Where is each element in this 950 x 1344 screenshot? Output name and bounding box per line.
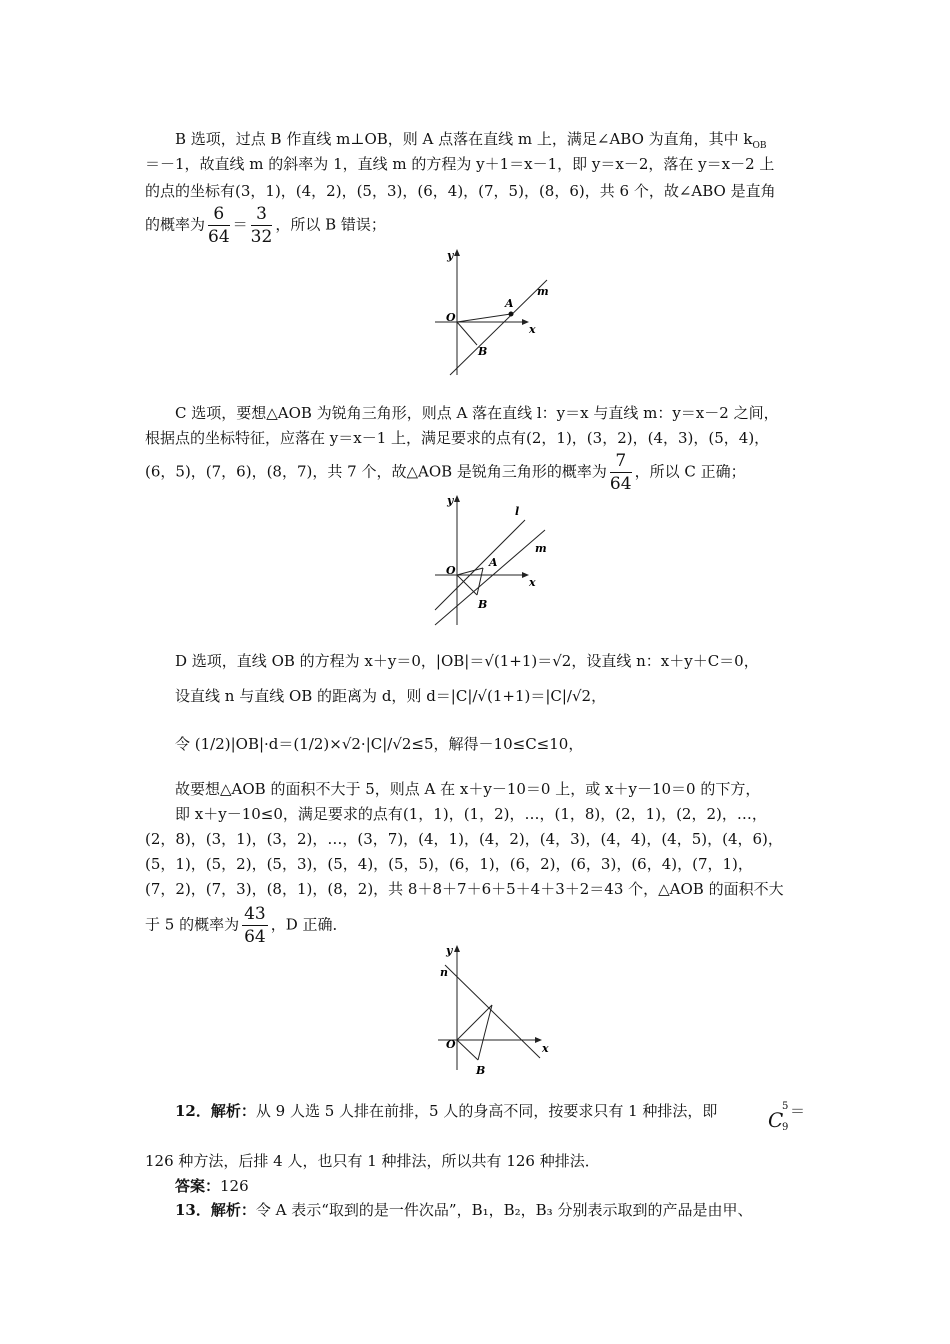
q13-text: 令 A 表示“取到的是一件次品”，B₁，B₂，B₃ 分别表示取到的产品是由甲、	[255, 1201, 753, 1219]
partB-line1-text: B 选项，过点 B 作直线 m⊥OB，则 A 点落在直线 m 上，满足∠ABO 为直角，其中 k	[175, 130, 753, 148]
y-arrow	[454, 945, 460, 952]
answer-value: 126	[220, 1177, 249, 1195]
partD-line2: 设直线 n 与直线 OB 的距离为 d，则 d＝|C|/√(1+1)＝|C|/√2，	[175, 687, 607, 705]
figure-3-graph	[430, 940, 560, 1080]
label-m: m	[537, 285, 549, 298]
partB-line1	[175, 128, 767, 151]
partB-line3: 的点的坐标有(3，1)，(4，2)，(5，3)，(6，4)，(7，5)，(8，6)，共 6 个，故∠ABO 是直角	[145, 182, 776, 200]
partB-prob-label: 的概率为	[145, 215, 206, 234]
line-n	[445, 965, 540, 1058]
partD-line1: D 选项，直线 OB 的方程为 x＋y＝0，|OB|＝√(1+1)＝√2，设直线 n：x＋y＋C＝0，	[175, 652, 759, 670]
label-A: A	[489, 556, 498, 569]
frac-num: 3	[251, 203, 273, 226]
fraction-7-64	[610, 450, 632, 495]
q12-answer	[175, 1175, 249, 1196]
fraction-43-64	[242, 903, 268, 948]
label-y: y	[447, 494, 454, 507]
partC-line3	[145, 450, 746, 495]
comb-sup: 5	[782, 1101, 789, 1112]
partD-line9	[145, 903, 348, 948]
partB-line2: ＝－1，故直线 m 的斜率为 1，直线 m 的方程为 y＋1＝x－1，即 y＝x－2，落在 y＝x－2 上	[145, 155, 775, 173]
label-A: A	[505, 297, 514, 310]
segment-AB	[477, 568, 483, 595]
segment-OA	[457, 1005, 492, 1040]
point-A	[509, 312, 514, 317]
x-arrow	[522, 319, 529, 325]
y-arrow	[454, 495, 460, 502]
x-arrow	[535, 1037, 542, 1043]
partB-conclusion: ，所以 B 错误；	[275, 215, 386, 234]
fraction-3-32	[251, 203, 273, 248]
frac-num: 6	[208, 203, 230, 226]
partD-line6: (2，8)，(3，1)，(3，2)，…，(3，7)，(4，1)，(4，2)，(4，3)，(4，4)，(4，5)，(4，6)，	[145, 830, 783, 848]
label-O: O	[446, 1038, 456, 1051]
partD-prob-label: 于 5 的概率为	[145, 915, 240, 934]
segment-OB	[457, 322, 477, 345]
comb-sub: 9	[782, 1122, 789, 1133]
partC-line2: 根据点的坐标特征，应落在 y＝x－1 上，满足要求的点有(2，1)，(3，2)，(4，3)，(5，4)，	[145, 429, 770, 447]
label-B: B	[478, 345, 488, 358]
label-x: x	[529, 576, 536, 589]
label-x: x	[529, 323, 536, 336]
partC-line1: C 选项，要想△AOB 为锐角三角形，则点 A 落在直线 l：y＝x 与直线 m：y＝x－2 之间，	[175, 404, 779, 422]
figure-1-graph	[425, 245, 565, 380]
segment-OA	[457, 314, 511, 322]
frac-num: 43	[244, 904, 266, 924]
equals: ＝	[232, 215, 248, 234]
frac-den: 64	[609, 474, 632, 494]
frac-num: 7	[610, 450, 632, 473]
partD-line4: 故要想△AOB 的面积不大于 5，则点 A 在 x＋y－10＝0 上，或 x＋y－10＝0 的下方，	[175, 780, 761, 798]
partD-line8: (7，2)，(7，3)，(8，1)，(8，2)，共 8＋8＋7＋6＋5＋4＋3＋2＝43 个，△AOB 的面积不大	[145, 880, 784, 898]
q13-line1	[175, 1199, 752, 1220]
partD-line7: (5，1)，(5，2)，(5，3)，(5，4)，(5，5)，(6，1)，(6，2)，(6，3)，(6，4)，(7，1)，	[145, 855, 753, 873]
y-arrow	[454, 249, 460, 256]
combination-C-9-5	[768, 1098, 818, 1134]
k-subscript: OB	[752, 141, 767, 151]
label-x: x	[542, 1042, 549, 1055]
q13-number: 13．解析：	[175, 1201, 256, 1219]
label-B: B	[476, 1064, 486, 1077]
segment-OB	[457, 1040, 478, 1060]
frac-den: 32	[250, 227, 273, 247]
label-B: B	[478, 598, 488, 611]
x-arrow	[522, 572, 529, 578]
segment-OA	[457, 568, 483, 575]
partD-line3: 令 (1/2)|OB|·d＝(1/2)×√2·|C|/√2≤5，解得－10≤C≤10，	[175, 735, 584, 753]
fraction-6-64	[208, 203, 230, 248]
q12-line2: 126 种方法，后排 4 人，也只有 1 种排法，所以共有 126 种排法．	[145, 1152, 600, 1170]
answer-label: 答案：	[175, 1177, 221, 1195]
comb-equals: ＝	[790, 1102, 806, 1120]
q12-text: 从 9 人选 5 人排在前排，5 人的身高不同，按要求只有 1 种排法，即	[255, 1102, 718, 1120]
label-l: l	[515, 505, 520, 518]
label-O: O	[446, 564, 456, 577]
partD-conclusion: ，D 正确．	[270, 915, 348, 934]
label-y: y	[446, 944, 453, 957]
partB-line4	[145, 203, 386, 248]
label-O: O	[446, 311, 456, 324]
partD-line5: 即 x＋y－10≤0，满足要求的点有(1，1)，(1，2)，…，(1，8)，(2，1)，(2，2)，…，	[175, 805, 767, 823]
label-n: n	[440, 966, 448, 979]
label-y: y	[447, 249, 454, 262]
frac-den: 64	[208, 227, 230, 247]
frac-den: 64	[244, 927, 266, 947]
comb-base: C	[768, 1108, 784, 1132]
q12-number: 12．解析：	[175, 1102, 256, 1120]
figure-2-graph	[425, 490, 565, 630]
partC-conclusion: ，所以 C 正确；	[634, 462, 746, 481]
label-m: m	[535, 542, 547, 555]
segment-AB	[478, 1005, 492, 1060]
q12-line1	[175, 1100, 717, 1121]
partC-prob-label: (6，5)，(7，6)，(8，7)，共 7 个，故△AOB 是锐角三角形的概率为	[145, 462, 607, 481]
